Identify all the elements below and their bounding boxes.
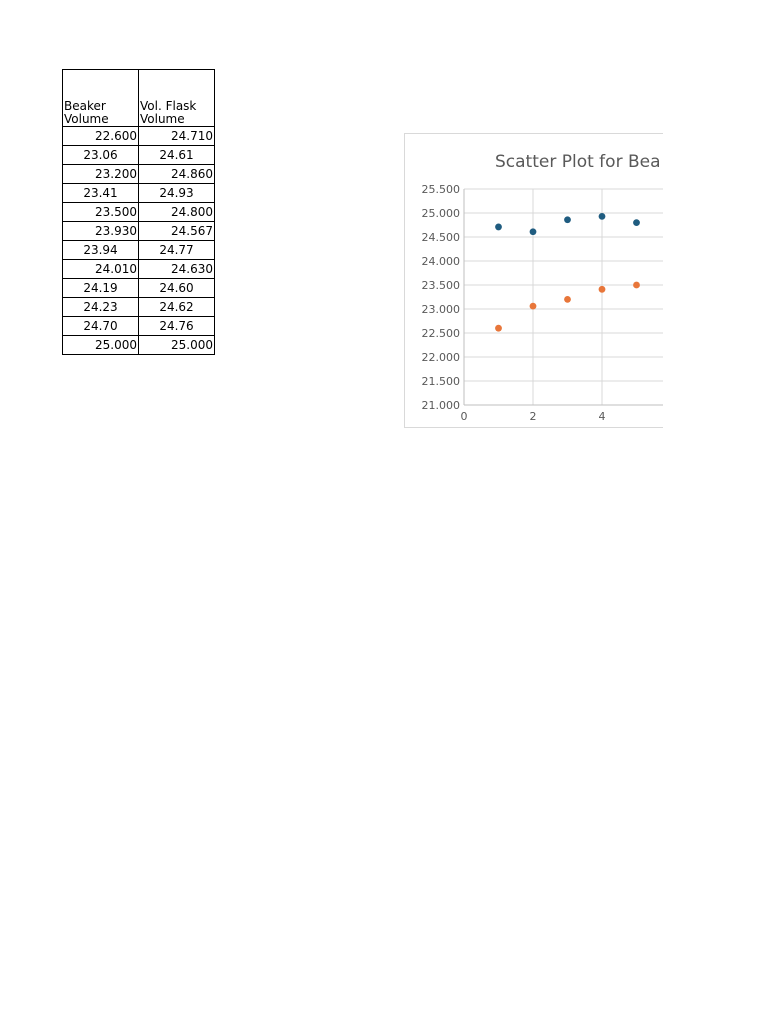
data-point-series-1 xyxy=(530,228,537,235)
data-point-series-2 xyxy=(633,282,640,289)
table-body xyxy=(63,127,215,355)
table-row xyxy=(63,184,215,203)
cell-beaker-volume[interactable]: 24.19 xyxy=(63,279,139,298)
y-tick-label: 23.500 xyxy=(421,279,460,292)
cell-beaker-volume[interactable]: 23.41 xyxy=(63,184,139,203)
cell-beaker-volume[interactable]: 23.200 xyxy=(63,165,139,184)
header-beaker-line2: Volume xyxy=(64,112,109,126)
data-point-series-1 xyxy=(564,216,571,223)
header-beaker-volume[interactable] xyxy=(63,70,139,127)
table-row xyxy=(63,165,215,184)
cell-flask-volume[interactable]: 24.60 xyxy=(139,279,215,298)
y-tick-label: 25.000 xyxy=(421,207,460,220)
cell-beaker-volume[interactable]: 24.70 xyxy=(63,317,139,336)
x-tick-label: 4 xyxy=(598,410,606,423)
cell-flask-volume[interactable]: 24.93 xyxy=(139,184,215,203)
cell-flask-volume[interactable]: 24.567 xyxy=(139,222,215,241)
cell-flask-volume[interactable]: 24.61 xyxy=(139,146,215,165)
data-point-series-1 xyxy=(633,219,640,226)
table-row xyxy=(63,127,215,146)
y-tick-label: 21.500 xyxy=(421,375,460,388)
y-tick-label: 22.500 xyxy=(421,327,460,340)
cell-flask-volume[interactable]: 24.630 xyxy=(139,260,215,279)
data-point-series-2 xyxy=(599,286,606,293)
y-tick-label: 22.000 xyxy=(421,351,460,364)
cell-beaker-volume[interactable]: 23.500 xyxy=(63,203,139,222)
cell-beaker-volume[interactable]: 24.23 xyxy=(63,298,139,317)
table-row xyxy=(63,222,215,241)
data-point-series-2 xyxy=(564,296,571,303)
cell-flask-volume[interactable]: 24.800 xyxy=(139,203,215,222)
data-point-series-1 xyxy=(495,224,502,231)
x-tick-label: 2 xyxy=(529,410,537,423)
y-tick-label: 24.500 xyxy=(421,231,460,244)
data-points xyxy=(495,213,640,332)
table-row xyxy=(63,203,215,222)
table-header-row xyxy=(63,70,215,127)
cell-flask-volume[interactable]: 24.77 xyxy=(139,241,215,260)
cell-flask-volume[interactable]: 24.710 xyxy=(139,127,215,146)
cell-beaker-volume[interactable]: 23.94 xyxy=(63,241,139,260)
y-tick-label: 23.000 xyxy=(421,303,460,316)
cell-beaker-volume[interactable]: 25.000 xyxy=(63,336,139,355)
header-flask-line2: Volume xyxy=(140,112,185,126)
cell-flask-volume[interactable]: 24.860 xyxy=(139,165,215,184)
x-tick-label: 0 xyxy=(460,410,468,423)
header-flask-volume[interactable] xyxy=(139,70,215,127)
scatter-chart[interactable] xyxy=(404,133,663,428)
cell-beaker-volume[interactable]: 24.010 xyxy=(63,260,139,279)
y-tick-label: 24.000 xyxy=(421,255,460,268)
data-point-series-2 xyxy=(530,303,537,310)
tick-labels xyxy=(422,183,606,423)
table-row xyxy=(63,241,215,260)
table-row xyxy=(63,336,215,355)
cell-flask-volume[interactable]: 25.000 xyxy=(139,336,215,355)
data-point-series-2 xyxy=(495,325,502,332)
table-row xyxy=(63,317,215,336)
cell-beaker-volume[interactable]: 23.06 xyxy=(63,146,139,165)
table-row xyxy=(63,298,215,317)
cell-flask-volume[interactable]: 24.76 xyxy=(139,317,215,336)
chart-title: Scatter Plot for Bea xyxy=(495,152,661,172)
y-tick-label: 25.500 xyxy=(421,183,460,196)
header-beaker-line1: Beaker xyxy=(64,99,106,113)
cell-beaker-volume[interactable]: 23.930 xyxy=(63,222,139,241)
chart-svg xyxy=(405,134,663,428)
table-row xyxy=(63,146,215,165)
header-flask-line1: Vol. Flask xyxy=(140,99,197,113)
table-row xyxy=(63,279,215,298)
grid-lines xyxy=(464,189,663,405)
axes xyxy=(464,189,663,405)
data-point-series-1 xyxy=(599,213,606,220)
cell-beaker-volume[interactable]: 22.600 xyxy=(63,127,139,146)
data-table xyxy=(62,69,215,355)
table-row xyxy=(63,260,215,279)
y-tick-label: 21.000 xyxy=(421,399,460,412)
cell-flask-volume[interactable]: 24.62 xyxy=(139,298,215,317)
